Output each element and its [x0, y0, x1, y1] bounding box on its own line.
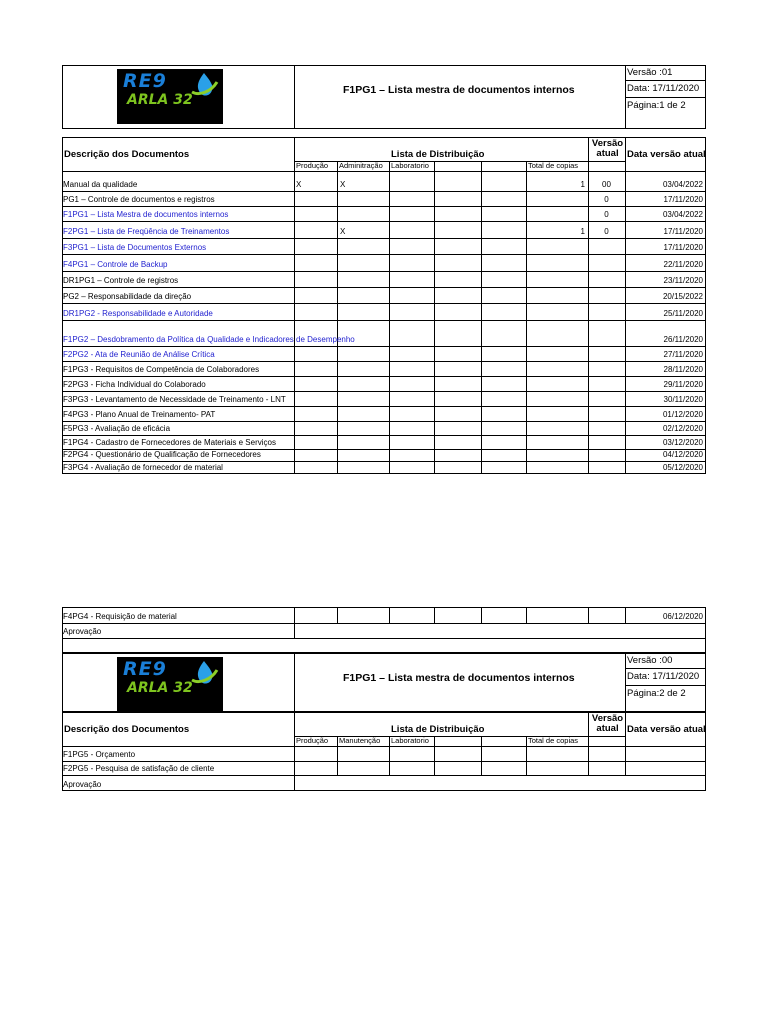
- col-version-bottom: atual: [596, 148, 619, 159]
- grid-hline: [62, 391, 706, 392]
- doc-row-description: F2PG3 - Ficha Individual do Colaborado: [63, 380, 206, 389]
- grid-hline: [625, 80, 706, 81]
- grid-hline: [62, 254, 706, 255]
- grid-vline: [434, 761, 435, 775]
- document-title: F1PG1 – Lista mestra de documentos internos: [343, 84, 575, 96]
- doc-row-description: F2PG1 – Lista de Freqüência de Treinamentos: [63, 227, 230, 236]
- doc-row-description: F1PG1 – Lista Mestra de documentos internos: [63, 210, 229, 219]
- doc-row-description: F3PG1 – Lista de Documentos Externos: [63, 243, 207, 252]
- grid-vline: [526, 746, 527, 761]
- doc-row-description: DR1PG2 - Responsabilidade e Autoridade: [63, 309, 213, 318]
- doc-row-version: 00: [602, 180, 611, 189]
- doc-row-description: Aprovação: [63, 780, 102, 789]
- grid-hline: [62, 221, 706, 222]
- grid-vline: [294, 712, 295, 791]
- grid-hline: [62, 461, 706, 462]
- doc-row-administration: X: [340, 180, 346, 189]
- version-label: Versão :01: [627, 67, 673, 78]
- grid-vline: [389, 736, 390, 746]
- doc-row-description: F4PG3 - Plano Anual de Treinamento- PAT: [63, 410, 216, 419]
- doc-row-date: 26/11/2020: [663, 335, 703, 344]
- doc-row-description: F4PG1 – Controle de Backup: [63, 260, 168, 269]
- col-sub-1: Manutenção: [339, 736, 381, 745]
- logo-product-text: ARLA 32: [127, 680, 193, 696]
- grid-vline: [294, 607, 295, 623]
- grid-vline: [389, 761, 390, 775]
- grid-hline: [62, 761, 706, 762]
- col-description: Descrição dos Documentos: [64, 149, 190, 160]
- doc-row-date: 06/12/2020: [662, 612, 703, 621]
- doc-row-description: F4PG4 - Requisição de material: [63, 612, 177, 621]
- grid-hline: [62, 320, 706, 321]
- doc-row-date: 04/12/2020: [662, 450, 703, 459]
- grid-vline: [337, 761, 338, 775]
- doc-row-description: F1PG3 - Requisitos de Competência de Colaboradores: [63, 365, 260, 374]
- doc-row-description: F1PG4 - Cadastro de Fornecedores de Materiais e Serviços: [63, 438, 276, 447]
- doc-row-description: F1PG2 – Desdobramento da Política da Qualidade e Indicadores de Desempenho: [63, 335, 355, 344]
- col-sub-2: Laboratorio: [391, 161, 429, 170]
- col-distribution: Lista de Distribuição: [391, 724, 485, 735]
- grid-hline: [625, 668, 706, 669]
- grid-vline: [294, 137, 295, 474]
- grid-vline: [588, 761, 589, 775]
- doc-row-description: F3PG3 - Levantamento de Necessidade de Treinamento - LNT: [63, 395, 286, 404]
- doc-row-date: 29/11/2020: [663, 380, 703, 389]
- grid-vline: [389, 746, 390, 761]
- doc-row-total-copies: 1: [580, 180, 585, 189]
- page-label: Página:1 de 2: [627, 100, 686, 111]
- col-version-top: Versão: [591, 138, 624, 149]
- grid-hline: [62, 406, 706, 407]
- doc-row-description: Aprovação: [63, 627, 102, 636]
- grid-vline: [481, 736, 482, 746]
- grid-vline: [588, 712, 589, 746]
- doc-row-date: 03/04/2022: [662, 180, 703, 189]
- grid-vline: [294, 623, 295, 638]
- grid-vline: [434, 736, 435, 746]
- grid-vline: [588, 607, 589, 623]
- doc-row-version: 0: [604, 195, 609, 204]
- grid-vline: [481, 761, 482, 775]
- grid-vline: [526, 736, 527, 746]
- doc-row-version: 0: [604, 210, 609, 219]
- grid-vline: [294, 65, 295, 129]
- doc-row-date: 03/12/2020: [662, 438, 703, 447]
- doc-row-description: F3PG4 - Avaliação de fornecedor de material: [63, 463, 223, 472]
- doc-row-date: 17/11/2020: [663, 243, 703, 252]
- doc-row-description: PG2 – Responsabilidade da direção: [63, 292, 192, 301]
- grid-vline: [625, 761, 626, 775]
- grid-hline: [62, 271, 706, 272]
- doc-row-date: 02/12/2020: [662, 424, 703, 433]
- doc-row-description: Manual da qualidade: [63, 180, 138, 189]
- doc-row-date: 28/11/2020: [663, 365, 703, 374]
- date-label: Data: 17/11/2020: [627, 83, 700, 94]
- grid-vline: [337, 161, 338, 474]
- grid-vline: [337, 607, 338, 623]
- doc-row-date: 27/11/2020: [663, 350, 703, 359]
- grid-vline: [625, 746, 626, 761]
- doc-row-description: F2PG4 - Questionário de Qualificação de Fornecedores: [63, 450, 261, 459]
- doc-row-description: F1PG5 - Orçamento: [63, 750, 136, 759]
- logo: [117, 69, 223, 124]
- grid-hline: [62, 238, 706, 239]
- grid-hline: [62, 287, 706, 288]
- grid-vline: [389, 607, 390, 623]
- grid-hline: [62, 421, 706, 422]
- grid-vline: [294, 653, 295, 712]
- doc-row-total-copies: 1: [580, 227, 585, 236]
- doc-row-production: X: [296, 180, 302, 189]
- doc-row-description: PG1 – Controle de documentos e registros: [63, 195, 215, 204]
- doc-row-date: 30/11/2020: [663, 395, 703, 404]
- grid-hline: [62, 376, 706, 377]
- col-version-top: Versão: [591, 713, 624, 724]
- water-drop-icon: [189, 658, 219, 688]
- col-current-date: Data versão atual: [627, 149, 706, 160]
- col-description: Descrição dos Documentos: [64, 724, 190, 735]
- grid-vline: [526, 761, 527, 775]
- grid-hline: [62, 206, 706, 207]
- grid-hline: [625, 685, 706, 686]
- col-sub-1: Adminitração: [339, 161, 383, 170]
- doc-row-date: 17/11/2020: [663, 195, 703, 204]
- grid-hline: [62, 775, 706, 776]
- grid-vline: [434, 746, 435, 761]
- grid-hline: [62, 171, 706, 172]
- grid-hline: [62, 435, 706, 436]
- doc-row-date: 22/11/2020: [663, 260, 703, 269]
- doc-row-description: F2PG2 - Ata de Reunião de Análise Crítica: [63, 350, 215, 359]
- version-label: Versão :00: [627, 655, 673, 666]
- grid-hline: [62, 361, 706, 362]
- grid-hline: [62, 746, 706, 747]
- grid-vline: [434, 161, 435, 474]
- col-sub-0: Produção: [296, 161, 329, 170]
- col-sub-5: Total de copias: [528, 736, 579, 745]
- col-sub-5: Total de copias: [528, 161, 579, 170]
- grid-vline: [481, 746, 482, 761]
- doc-row-description: DR1PG1 – Controle de registros: [63, 276, 179, 285]
- page-label: Página:2 de 2: [627, 688, 686, 699]
- doc-row-administration: X: [340, 227, 346, 236]
- grid-vline: [526, 607, 527, 623]
- grid-vline: [481, 607, 482, 623]
- doc-row-version: 0: [604, 227, 609, 236]
- doc-row-date: 25/11/2020: [663, 309, 703, 318]
- doc-row-date: 05/12/2020: [662, 463, 703, 472]
- logo-brand-text: RE9: [123, 658, 167, 680]
- doc-row-date: 01/12/2020: [662, 410, 703, 419]
- col-sub-2: Laboratorio: [391, 736, 429, 745]
- doc-row-description: F2PG5 - Pesquisa de satisfação de cliente: [63, 764, 215, 773]
- grid-vline: [337, 736, 338, 746]
- doc-row-description: F5PG3 - Avaliação de eficácia: [63, 424, 171, 433]
- water-drop-icon: [189, 70, 219, 100]
- doc-row-date: 20/15/2022: [662, 292, 703, 301]
- grid-hline: [62, 303, 706, 304]
- grid-vline: [389, 161, 390, 474]
- grid-vline: [625, 712, 626, 746]
- col-current-date: Data versão atual: [627, 724, 706, 735]
- grid-hline: [62, 623, 706, 624]
- document-title: F1PG1 – Lista mestra de documentos internos: [343, 672, 575, 684]
- grid-vline: [625, 653, 626, 712]
- col-sub-0: Produção: [296, 736, 329, 745]
- logo-product-text: ARLA 32: [127, 92, 193, 108]
- grid-hline: [62, 191, 706, 192]
- col-distribution: Lista de Distribuição: [391, 149, 485, 160]
- doc-row-date: 17/11/2020: [663, 227, 703, 236]
- date-label: Data: 17/11/2020: [627, 671, 700, 682]
- doc-row-date: 03/04/2022: [662, 210, 703, 219]
- doc-row-date: 23/11/2020: [663, 276, 703, 285]
- grid-vline: [337, 746, 338, 761]
- grid-vline: [526, 161, 527, 474]
- logo: [117, 657, 223, 712]
- logo-brand-text: RE9: [123, 70, 167, 92]
- grid-vline: [434, 607, 435, 623]
- grid-hline: [62, 346, 706, 347]
- grid-vline: [481, 161, 482, 474]
- grid-hline: [625, 97, 706, 98]
- col-version-bottom: atual: [596, 723, 619, 734]
- grid-vline: [588, 746, 589, 761]
- grid-hline: [62, 638, 706, 639]
